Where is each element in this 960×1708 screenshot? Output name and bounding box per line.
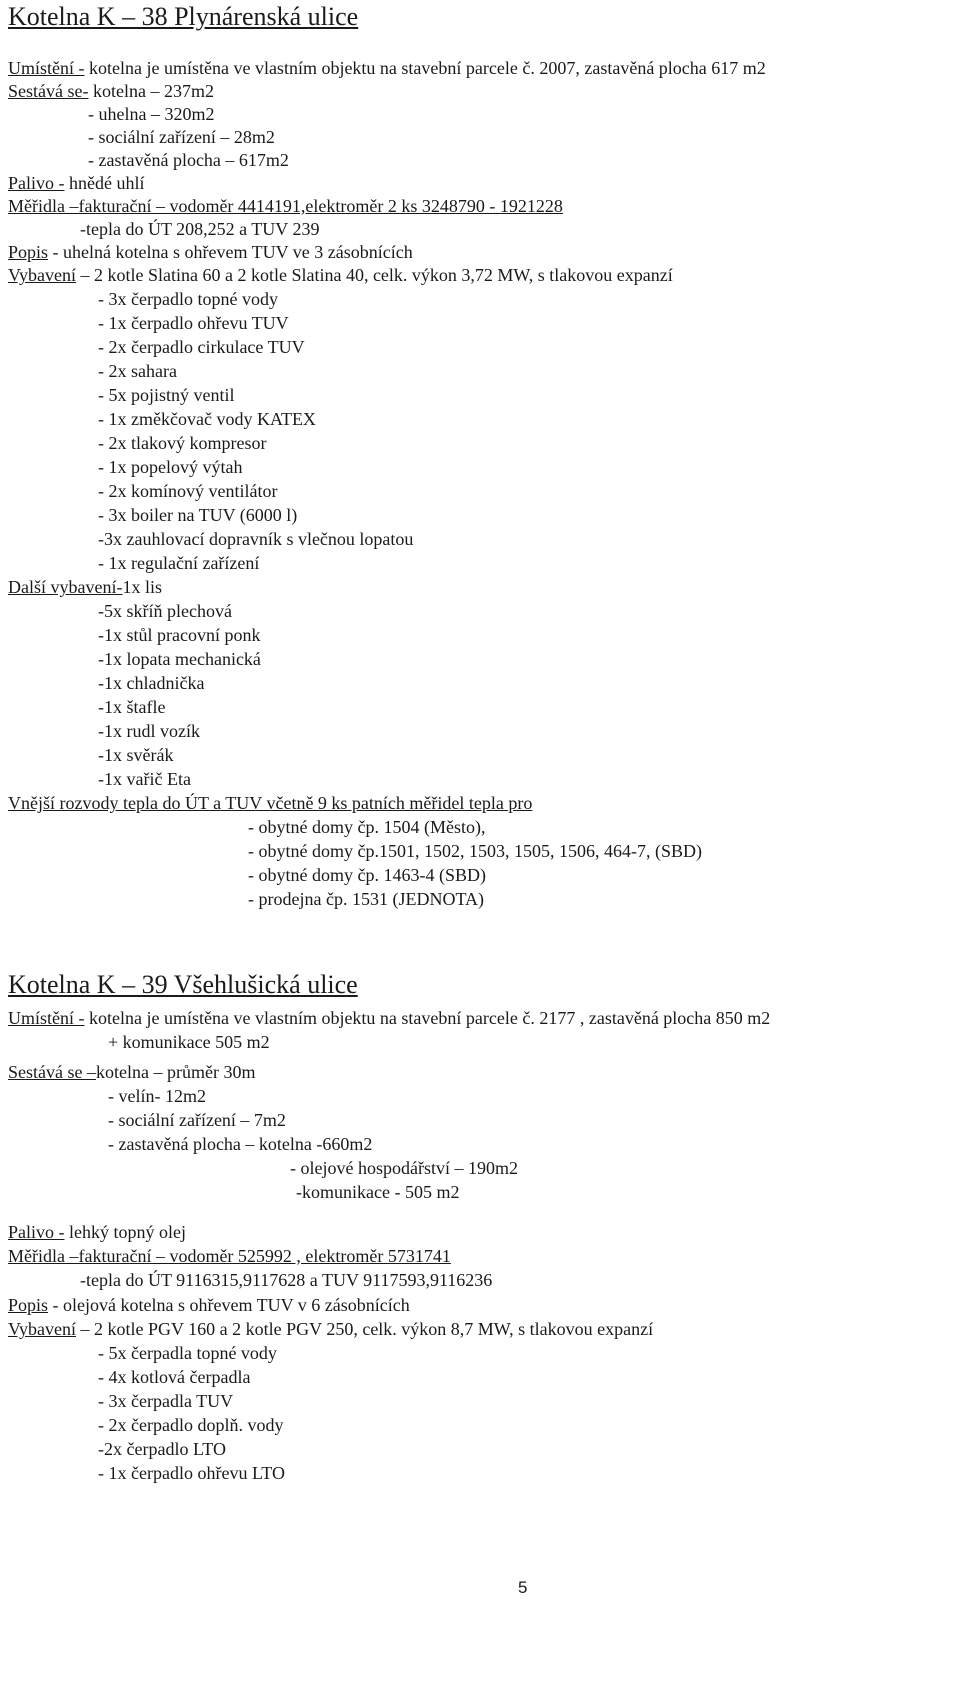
vybaveni-item: - 1x popelový výtah: [98, 457, 243, 477]
popis-text: - uhelná kotelna s ohřevem TUV ve 3 zásobnících: [48, 242, 413, 262]
vybaveni-label: Vybavení: [8, 265, 76, 285]
meridla-label: Měřidla –: [8, 196, 79, 216]
vybaveni-item: - 3x čerpadlo topné vody: [98, 289, 278, 309]
vybaveni-item: - 1x čerpadlo ohřevu LTO: [98, 1463, 285, 1483]
meridla-line-2: -tepla do ÚT 208,252 a TUV 239: [80, 219, 320, 239]
vybaveni-text: – 2 kotle PGV 160 a 2 kotle PGV 250, celk. výkon 8,7 MW, s tlakovou expanzí: [75, 1319, 654, 1339]
dalsi-item: -1x vařič Eta: [98, 769, 191, 789]
dalsi-text: 1x lis: [122, 577, 162, 597]
vnejsi-item: - obytné domy čp.1501, 1502, 1503, 1505, 1506, 464-7, (SBD): [248, 841, 702, 861]
umisteni-line-2: + komunikace 505 m2: [108, 1032, 270, 1052]
dalsi-item: -1x chladnička: [98, 673, 205, 693]
vnejsi-item: - prodejna čp. 1531 (JEDNOTA): [248, 889, 484, 909]
meridla-line-2: -tepla do ÚT 9116315,9117628 a TUV 9117593,9116236: [80, 1270, 493, 1290]
sestava-item: - velín- 12m2: [108, 1086, 206, 1106]
vnejsi-rozvody-heading: Vnější rozvody tepla do ÚT a TUV včetně 9 ks patních měřidel tepla pro: [8, 793, 533, 813]
vybaveni-item: - 1x změkčovač vody KATEX: [98, 409, 316, 429]
vybaveni-item: - 2x sahara: [98, 361, 177, 381]
palivo-line: [8, 172, 144, 194]
umisteni-label: Umístění -: [8, 58, 85, 78]
vnejsi-item: - obytné domy čp. 1504 (Město),: [248, 817, 486, 837]
sestava-sub-item: -komunikace - 505 m2: [296, 1182, 460, 1202]
palivo-label: Palivo -: [8, 1222, 65, 1242]
umisteni-line: [8, 57, 766, 79]
sestava-line: [8, 80, 214, 102]
meridla-text: fakturační – vodoměr 525992 , elektroměr 5731741: [78, 1246, 451, 1266]
sestava-item: - zastavěná plocha – kotelna -660m2: [108, 1134, 373, 1154]
sestava-line: [8, 1061, 255, 1083]
vybaveni-item: -3x zauhlovací dopravník s vlečnou lopatou: [98, 529, 414, 549]
sestava-item: - zastavěná plocha – 617m2: [88, 150, 289, 170]
vybaveni-item: - 3x čerpadla TUV: [98, 1391, 234, 1411]
meridla-line: [8, 1245, 451, 1267]
sestava-item: - sociální zařízení – 7m2: [108, 1110, 286, 1130]
dalsi-vybaveni-line: [8, 576, 162, 598]
vybaveni-item: - 1x čerpadlo ohřevu TUV: [98, 313, 289, 333]
umisteni-line: [8, 1007, 770, 1029]
dalsi-item: -1x rudl vozík: [98, 721, 200, 741]
palivo-text: hnědé uhlí: [64, 173, 145, 193]
vybaveni-line: [8, 264, 673, 286]
vybaveni-item: - 2x tlakový kompresor: [98, 433, 267, 453]
vybaveni-item: - 2x čerpadlo cirkulace TUV: [98, 337, 305, 357]
dalsi-item: -1x štafle: [98, 697, 166, 717]
sestava-text: kotelna – průměr 30m: [95, 1062, 256, 1082]
sestava-label: Sestává se –: [8, 1062, 96, 1082]
dalsi-item: -5x skříň plechová: [98, 601, 232, 621]
palivo-label: Palivo -: [8, 173, 65, 193]
sestava-text: kotelna – 237m2: [88, 81, 214, 101]
popis-text: - olejová kotelna s ohřevem TUV v 6 zásobnících: [48, 1295, 410, 1315]
vybaveni-label: Vybavení: [8, 1319, 76, 1339]
popis-line: [8, 1294, 410, 1316]
vybaveni-item: - 3x boiler na TUV (6000 l): [98, 505, 298, 525]
umisteni-text: kotelna je umístěna ve vlastním objektu na stavební parcele č. 2007, zastavěná plocha 617 m2: [84, 58, 766, 78]
vybaveni-item: - 4x kotlová čerpadla: [98, 1367, 251, 1387]
popis-label: Popis: [8, 242, 49, 262]
vybaveni-item: - 5x čerpadla topné vody: [98, 1343, 277, 1363]
sestava-label: Sestává se-: [8, 81, 89, 101]
dalsi-item: -1x svěrák: [98, 745, 174, 765]
dalsi-item: -1x stůl pracovní ponk: [98, 625, 261, 645]
dalsi-item: -1x lopata mechanická: [98, 649, 261, 669]
section-1-title: Kotelna K – 38 Plynárenská ulice: [8, 2, 359, 31]
sestava-item: - uhelna – 320m2: [88, 104, 215, 124]
sestava-item: - sociální zařízení – 28m2: [88, 127, 275, 147]
sestava-sub-item: - olejové hospodářství – 190m2: [290, 1158, 518, 1178]
popis-line: [8, 241, 413, 263]
vybaveni-item: - 2x komínový ventilátor: [98, 481, 278, 501]
page-number: 5: [518, 1578, 528, 1597]
dalsi-label: Další vybavení-: [8, 577, 123, 597]
section-2-title: Kotelna K – 39 Všehlušická ulice: [8, 970, 358, 999]
vybaveni-item: - 2x čerpadlo doplň. vody: [98, 1415, 284, 1435]
vnejsi-item: - obytné domy čp. 1463-4 (SBD): [248, 865, 486, 885]
vybaveni-item: - 1x regulační zařízení: [98, 553, 260, 573]
palivo-text: lehký topný olej: [64, 1222, 186, 1242]
meridla-line: [8, 195, 563, 217]
popis-label: Popis: [8, 1295, 49, 1315]
umisteni-label: Umístění -: [8, 1008, 85, 1028]
umisteni-text: kotelna je umístěna ve vlastním objektu na stavební parcele č. 2177 , zastavěná plocha 850 m2: [84, 1008, 771, 1028]
vybaveni-line: [8, 1318, 653, 1340]
meridla-text: fakturační – vodoměr 4414191,elektroměr 2 ks 3248790 - 1921228: [78, 196, 563, 216]
vybaveni-item: - 5x pojistný ventil: [98, 385, 235, 405]
vybaveni-item: -2x čerpadlo LTO: [98, 1439, 226, 1459]
meridla-label: Měřidla –: [8, 1246, 79, 1266]
palivo-line: [8, 1221, 186, 1243]
vybaveni-text: – 2 kotle Slatina 60 a 2 kotle Slatina 40, celk. výkon 3,72 MW, s tlakovou expanzí: [75, 265, 673, 285]
